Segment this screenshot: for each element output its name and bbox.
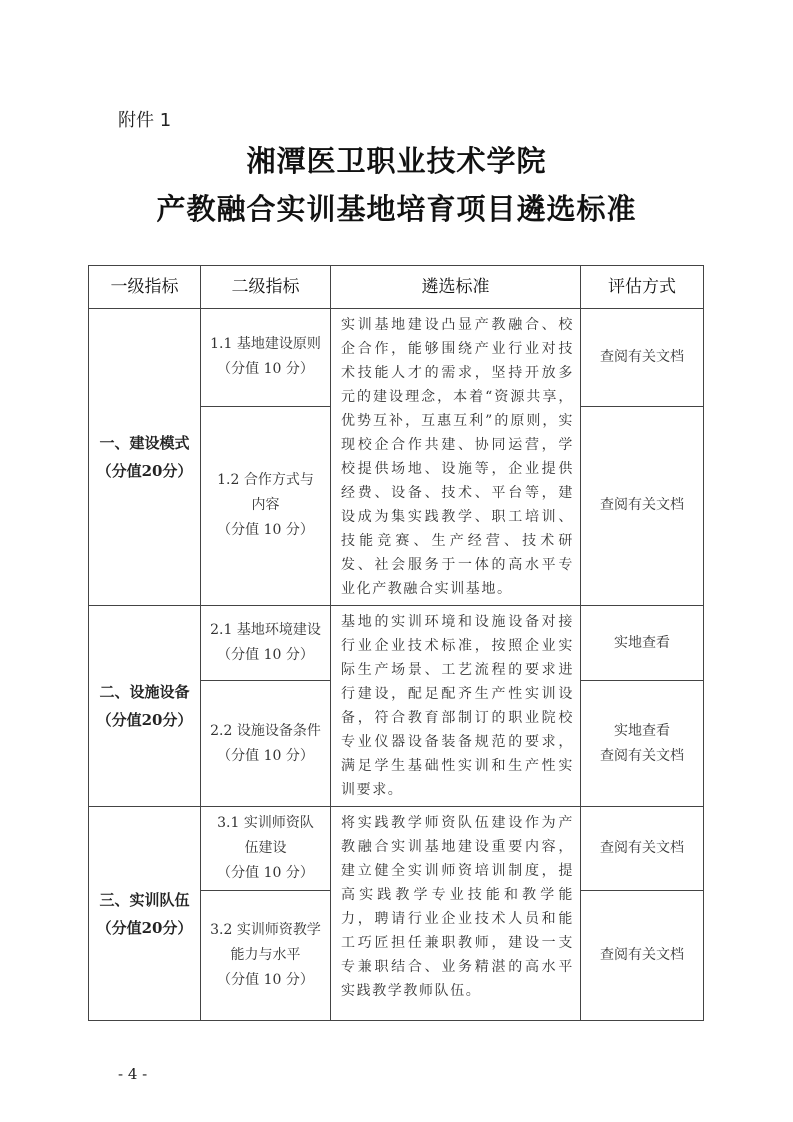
- level1-name: 一、建设模式: [99, 434, 190, 452]
- level2-name: 1.1 基地建设原则: [210, 336, 321, 353]
- level1-score: （分值20分）: [96, 918, 193, 937]
- level1-name: 二、设施设备: [99, 683, 190, 701]
- standard-text: 实训基地建设凸显产教融合、校企合作，能够围绕产业行业对技术技能人才的需求，坚持开放多元的建设理念，本着“资源共享，优势互补，互惠互利”的原则，实现校企合作共建、协同运营，学校提供场地、设施等，企业提供经费、设备、技术、平台等，建设成为集实践教学、职工培训、技能竞赛、生产经营、技术研发、社会服务于一体的高水平专业化产教融合实训基地。: [331, 309, 581, 606]
- standard-text: 将实践教学师资队伍建设作为产教融合实训基地建设重要内容，建立健全实训师资培训制度，提高实践教学专业技能和教学能力，聘请行业企业技术人员和能工巧匠担任兼职教师，建设一支专兼职结合、业务精湛的高水平实践教学教师队伍。: [331, 807, 581, 1021]
- method-cell: [581, 681, 704, 807]
- method-cell: 查阅有关文档: [581, 309, 704, 407]
- level2-score: （分值 10 分）: [217, 361, 314, 378]
- table-row: [89, 309, 704, 407]
- level2-cell: [201, 406, 331, 605]
- page-number: - 4 -: [118, 1065, 148, 1083]
- level1-name: 三、实训队伍: [99, 890, 190, 909]
- level2-cell: [201, 309, 331, 407]
- level2-cell: [201, 807, 331, 891]
- criteria-table: [88, 265, 704, 1021]
- level2-name: 3.2 实训师资教学能力与水平: [210, 922, 321, 963]
- level1-cell: [89, 309, 201, 606]
- method-cell: 查阅有关文档: [581, 891, 704, 1021]
- header-standard: 遴选标准: [331, 266, 581, 309]
- table-row: [89, 807, 704, 891]
- level2-score: （分值 10 分）: [217, 647, 314, 664]
- level2-name: 1.2 合作方式与内容: [217, 472, 314, 514]
- header-method: 评估方式: [581, 266, 704, 309]
- level2-name: 2.2 设施设备条件: [210, 722, 321, 739]
- level2-score: （分值 10 分）: [217, 522, 314, 539]
- level2-cell: [201, 681, 331, 807]
- header-level1: 一级指标: [89, 266, 201, 309]
- level2-name: 2.1 基地环境建设: [210, 622, 321, 639]
- method-cell: 查阅有关文档: [581, 406, 704, 605]
- level2-score: （分值 10 分）: [217, 865, 314, 881]
- method-cell: 查阅有关文档: [581, 807, 704, 891]
- title-line-2: 产教融合实训基地培育项目遴选标准: [156, 192, 637, 226]
- content-flow: [88, 265, 703, 1083]
- attachment-label: 附件 1: [118, 110, 172, 131]
- method-cell: 实地查看: [581, 606, 704, 681]
- header-row: [89, 266, 704, 309]
- method-text: 实地查看: [614, 722, 670, 739]
- header-level2: 二级指标: [201, 266, 331, 309]
- level2-cell: [201, 606, 331, 681]
- level2-score: （分值 10 分）: [217, 972, 314, 988]
- level2-score: （分值 10 分）: [217, 747, 314, 764]
- level1-cell: [89, 807, 201, 1021]
- table-row: [89, 606, 704, 681]
- level1-cell: [89, 606, 201, 807]
- standard-text: 基地的实训环境和设施设备对接行业企业技术标准，按照企业实际生产场景、工艺流程的要求进行建设，配足配齐生产性实训设备，符合教育部制订的职业院校专业仪器设备装备规范的要求，满足学生基础性实训和生产性实训要求。: [331, 606, 581, 807]
- title-line-1: 湘潭医卫职业技术学院: [246, 144, 547, 178]
- level1-score: （分值20分）: [96, 711, 193, 729]
- level1-score: （分值20分）: [96, 462, 193, 480]
- level2-cell: [201, 891, 331, 1021]
- method-text: 查阅有关文档: [600, 747, 684, 764]
- level2-name: 3.1 实训师资队伍建设: [217, 815, 314, 856]
